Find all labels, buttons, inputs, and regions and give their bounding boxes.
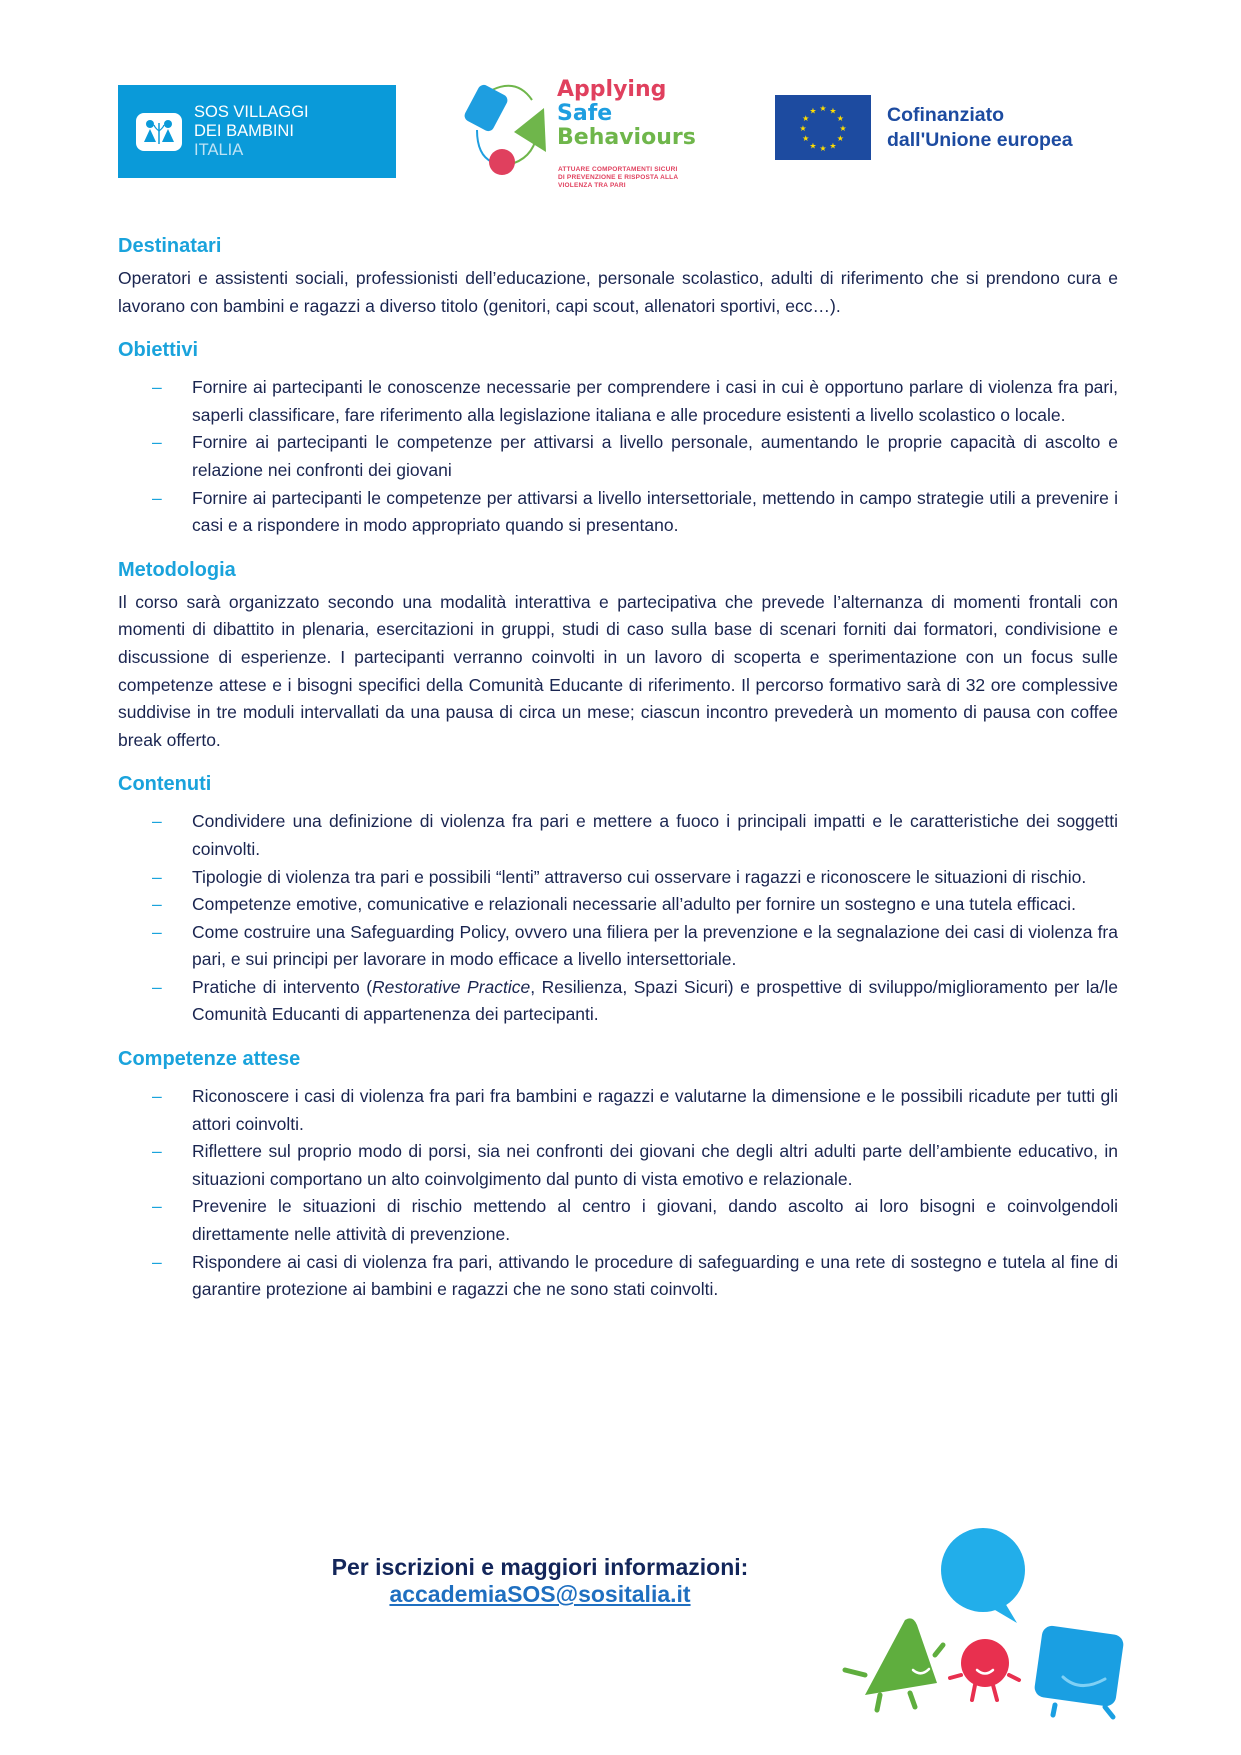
eu-star-icon: ★	[836, 114, 844, 123]
document-body	[118, 232, 1118, 1320]
obiettivi-list	[118, 374, 1118, 540]
list-item: – Rispondere ai casi di violenza fra pari, attivando le procedure di safeguarding e una rete di sostegno e tutela al fine di garantire protezione ai bambini e ragazzi che ne sono stati coinvolti.	[192, 1249, 1118, 1304]
list-item: – Competenze emotive, comunicative e relazionali necessarie all’adulto per fornire un sostegno e una tutela efficaci.	[192, 891, 1118, 919]
section-paragraph: Il corso sarà organizzato secondo una modalità interattiva e partecipativa che prevede l’alternanza di momenti frontali con momenti di dibattito in plenaria, esercitazioni in gruppi, studi di caso sulla base di scenari forniti dai formatori, condivisione e discussione di esperienze. I partecipanti verranno coinvolti in un lavoro di scoperta e sperimentazione con un focus sulle competenze attese e i bisogni specifici della Comunità Educante di riferimento. Il percorso formativo sarà di 32 ore complessive suddivise in tre moduli intervallati da una pausa di circa un mese; ciascun incontro prevederà un momento di pausa con coffee break offerto.	[118, 591, 1118, 750]
dash-bullet-icon: –	[152, 976, 162, 997]
dash-bullet-icon: –	[152, 1196, 162, 1217]
contenuti-list	[118, 808, 1118, 1029]
dash-bullet-icon: –	[152, 1141, 162, 1162]
eu-star-icon: ★	[809, 106, 817, 116]
competenze-list	[118, 1083, 1118, 1304]
eu-flag-icon	[775, 95, 871, 160]
list-item: – Tipologie di violenza tra pari e possibili “lenti” attraverso cui osservare i ragazzi e riconoscere le situazioni di rischio.	[192, 864, 1118, 892]
section-metodologia	[118, 556, 1118, 755]
section-title: Metodologia	[118, 558, 236, 581]
sos-logo-line3: ITALIA	[194, 141, 244, 159]
asb-subtitle-line1: ATTUARE COMPORTAMENTI SICURI	[558, 166, 678, 173]
dash-bullet-icon: –	[152, 377, 162, 398]
dash-bullet-icon: –	[152, 487, 162, 508]
section-title: Competenze attese	[118, 1048, 301, 1071]
list-item: – Fornire ai partecipanti le competenze per attivarsi a livello personale, aumentando le proprie capacità di ascolto e relazione nei confronti dei giovani	[192, 429, 1118, 484]
eu-star-icon: ★	[819, 104, 827, 113]
list-item: – Prevenire le situazioni di rischio mettendo al centro i giovani, dando ascolto ai loro bisogni e coinvolgendoli direttamente nelle attività di prevenzione.	[192, 1193, 1118, 1248]
section-title: Destinatari	[118, 235, 222, 257]
eu-star-icon: ★	[839, 124, 847, 133]
asb-title-applying: Applying	[557, 77, 667, 102]
asb-title-safe: Safe	[557, 101, 613, 126]
list-item: – Condividere una definizione di violenza fra pari e mettere a fuoco i principali impatti e le caratteristiche dei soggetti coinvolti.	[192, 808, 1118, 863]
section-title: Contenuti	[118, 773, 212, 796]
list-item: – Come costruire una Safeguarding Policy, ovvero una filiera per la prevenzione e la segnalazione dei casi di violenza fra pari, e sui principi per lavorare in modo efficace a livello intersettoriale.	[192, 919, 1118, 974]
mascots-circle-icon	[462, 70, 557, 190]
dash-bullet-icon: –	[152, 1251, 162, 1272]
section-competenze-attese	[118, 1045, 1118, 1304]
sos-villaggi-logo	[118, 85, 396, 178]
list-item: – Fornire ai partecipanti le competenze per attivarsi a livello intersettoriale, mettendo in campo strategie utili a prevenire i casi e a rispondere in modo appropriato quando si presentano.	[192, 485, 1118, 540]
eu-cofunded-logo	[775, 95, 1095, 160]
dash-bullet-icon: –	[152, 1086, 162, 1107]
asb-subtitle-line3: VIOLENZA TRA PARI	[558, 182, 626, 189]
dash-bullet-icon: –	[152, 921, 162, 942]
eu-star-icon: ★	[819, 144, 827, 153]
section-contenuti	[118, 770, 1118, 1029]
sos-logo-line1: SOS VILLAGGI	[194, 103, 309, 121]
dash-bullet-icon: –	[152, 432, 162, 453]
section-obiettivi	[118, 336, 1118, 540]
list-item: – Pratiche di intervento (Restorative Practice, Resilienza, Spazi Sicuri) e prospettive di sviluppo/miglioramento per la/le Comunità Educanti di appartenenza dei partecipanti.	[192, 974, 1118, 1029]
green-triangle-mascot-icon	[845, 1618, 943, 1710]
section-destinatari	[118, 232, 1118, 320]
speech-bubble-icon	[941, 1528, 1025, 1623]
eu-logo-line2: dall'Unione europea	[887, 128, 1073, 151]
eu-logo-line1: Cofinanziato	[887, 103, 1004, 126]
eu-star-icon: ★	[836, 134, 844, 143]
contact-email-link[interactable]: accademiaSOS@sositalia.it	[389, 1581, 691, 1607]
sos-children-emblem-icon	[136, 113, 182, 151]
list-item: – Riflettere sul proprio modo di porsi, sia nei confronti dei giovani che degli altri adulti parte dell’ambiente educativo, in situazioni comportano un alto coinvolgimento dal punto di vista emotivo e relazionale.	[192, 1138, 1118, 1193]
eu-star-icon: ★	[802, 114, 810, 123]
applying-safe-behaviours-logo	[462, 70, 732, 200]
eu-star-icon: ★	[802, 134, 810, 143]
list-item: – Fornire ai partecipanti le conoscenze necessarie per comprendere i casi in cui è opportuno parlare di violenza fra pari, saperli classificare, fare riferimento alla legislazione italiana e alle procedure esistenti a livello scolastico o locale.	[192, 374, 1118, 429]
dash-bullet-icon: –	[152, 866, 162, 887]
dash-bullet-icon: –	[152, 811, 162, 832]
list-item: – Riconoscere i casi di violenza fra pari fra bambini e ragazzi e valutarne la dimensione e le possibili ricadute per tutti gli attori coinvolti.	[192, 1083, 1118, 1138]
blue-square-mascot-icon	[1033, 1625, 1124, 1717]
contact-footer	[260, 1554, 820, 1608]
mascots-illustration	[825, 1515, 1125, 1720]
sos-logo-line2: DEI BAMBINI	[194, 122, 294, 140]
eu-star-icon: ★	[829, 106, 837, 116]
red-circle-mascot-icon	[950, 1639, 1019, 1700]
asb-subtitle-line2: DI PREVENZIONE E RISPOSTA ALLA	[558, 174, 679, 181]
dash-bullet-icon: –	[152, 894, 162, 915]
contact-lead: Per iscrizioni e maggiori informazioni:	[331, 1554, 749, 1580]
page-header	[0, 0, 1241, 220]
section-paragraph: Operatori e assistenti sociali, professionisti dell’educazione, personale scolastico, adulti di riferimento che si prendono cura e lavorano con bambini e ragazzi a diverso titolo (genitori, capi scout, allenatori sportivi, ecc…).	[118, 268, 1118, 316]
eu-star-icon: ★	[799, 124, 807, 133]
eu-star-icon: ★	[809, 141, 817, 151]
section-title: Obiettivi	[118, 339, 199, 362]
eu-star-icon: ★	[829, 141, 837, 151]
asb-title-behaviours: Behaviours	[557, 125, 696, 150]
